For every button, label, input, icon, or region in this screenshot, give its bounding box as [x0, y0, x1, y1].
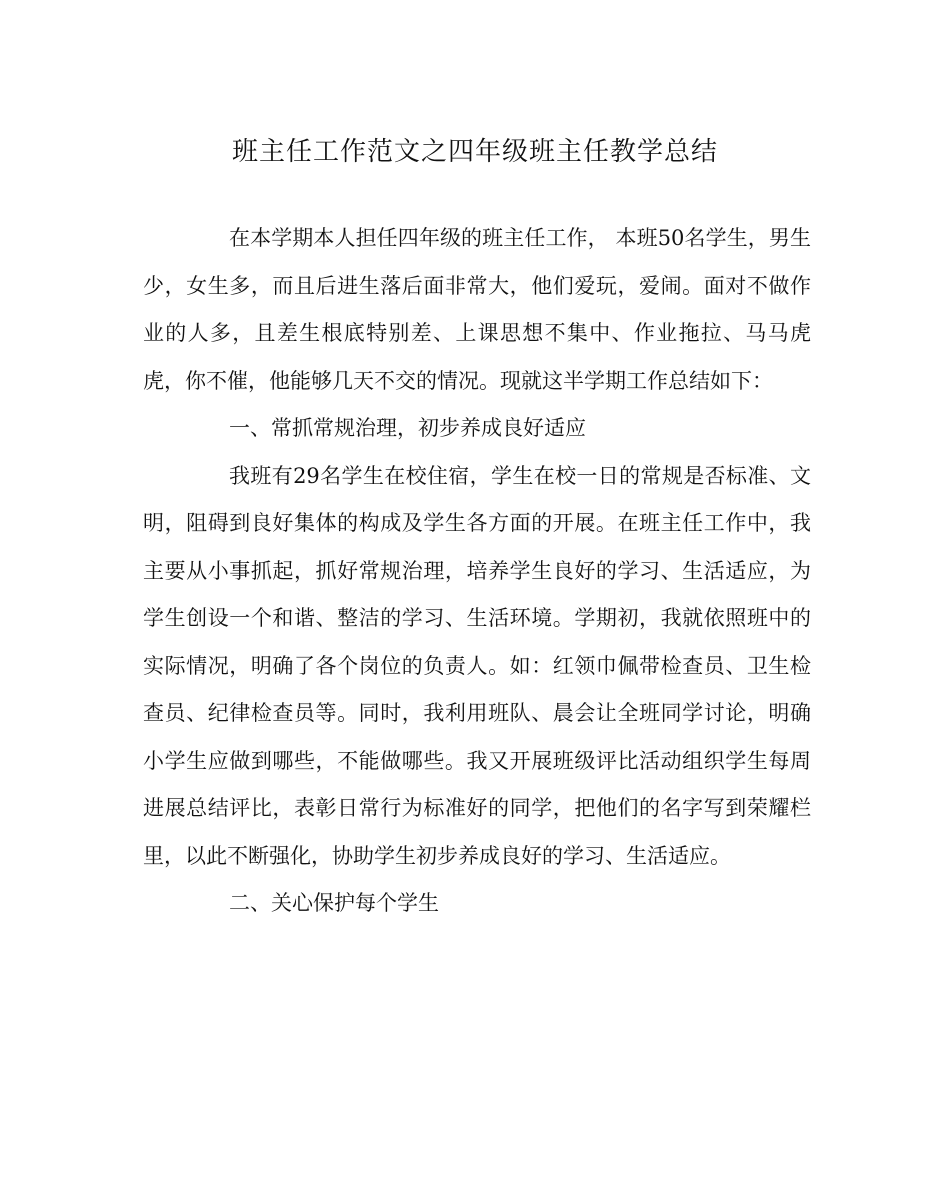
- document-body: [143, 215, 811, 928]
- section-heading-2: 二、关心保护每个学生: [229, 891, 439, 915]
- paragraph-section-1: 我班有29名学生在校住宿，学生在校一日的常规是否标准、文明，阻碍到良好集体的构成及学生各方面的开展。在班主任工作中，我主要从小事抓起，抓好常规治理，培养学生良好的学习、生活适应，为学生创设一个和谐、整洁的学习、生活环境。学期初，我就依照班中的实际情况，明确了各个岗位的负责人。如：红领巾佩带检查员、卫生检查员、纪律检查员等。同时，我利用班队、晨会让全班同学讨论，明确小学生应做到哪些，不能做哪些。我又开展班级评比活动组织学生每周进展总结评比，表彰日常行为标准好的同学，把他们的名字写到荣耀栏里，以此不断强化，协助学生初步养成良好的学习、生活适应。: [143, 463, 811, 868]
- paragraph-intro: 在本学期本人担任四年级的班主任工作， 本班50名学生，男生少，女生多，而且后进生落后面非常大，他们爱玩，爱闹。面对不做作业的人多，且差生根底特别差、上课思想不集中、作业拖拉、马马虎虎，你不催，他能够几天不交的情况。现就这半学期工作总结如下：: [143, 226, 811, 393]
- document-title: 班主任工作范文之四年级班主任教学总结: [231, 137, 718, 167]
- section-heading-1: 一、常抓常规治理，初步养成良好适应: [229, 416, 586, 440]
